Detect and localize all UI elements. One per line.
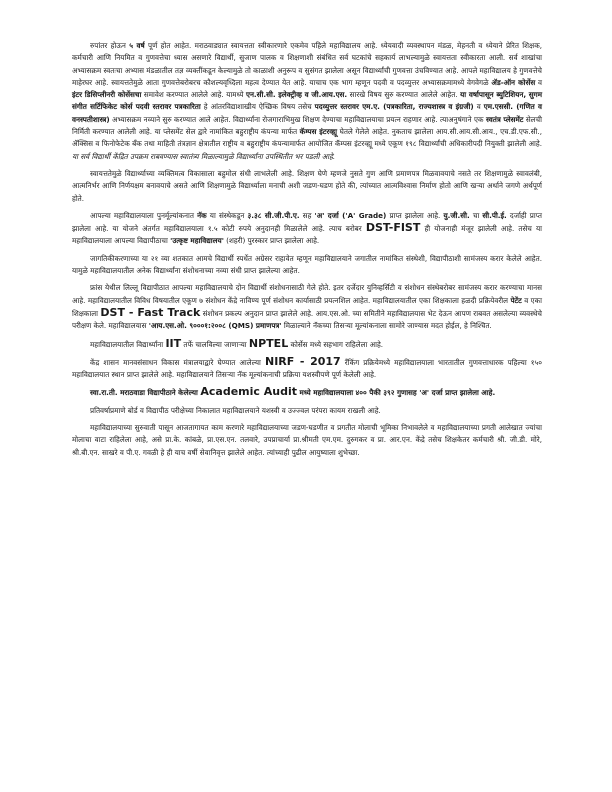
para-globalization bbox=[72, 253, 542, 278]
text-run: ५ वर्ष bbox=[129, 41, 145, 50]
text-run: महाविद्यालयातील विद्यार्थ्यांना bbox=[90, 339, 166, 349]
text-run: या संस्थेकडून bbox=[206, 210, 248, 220]
para-autonomy bbox=[72, 168, 542, 205]
para-research bbox=[72, 282, 542, 332]
text-run: या सर्व विद्यार्थी केंद्रित उपक्रम राबवण्यास स्वातंत्र्य मिळाल्यामुळे विद्यार्थ्यांना उपस्थितीत भर पडली आहे. bbox=[72, 151, 336, 161]
text-run: ही योजनाही मंजूर झालेली आहे. तसेच या महाविद्यालयाला आपल्या विद्यापीठाचा bbox=[72, 224, 542, 246]
text-run: कॅम्पस इंटरव्ह्यू bbox=[299, 127, 338, 137]
para-nirf bbox=[72, 356, 542, 382]
text-run: IIT bbox=[165, 336, 182, 350]
text-run: सह bbox=[299, 210, 315, 220]
para-nptel bbox=[72, 338, 542, 351]
text-run: ३.३८ सी.जी.पी.ए. bbox=[247, 210, 300, 220]
text-run: प्रतिवर्षाप्रमाणे बोर्ड व विद्यापीठ परीक्षेच्या निकालात महाविद्यालयाने यशस्वी व उज्ज्वल परंपरा कायम राखली आहे. bbox=[90, 405, 381, 415]
text-run: अभ्यासक्रम नव्याने सुरु करण्यात आले आहेत. विद्यार्थ्यांना रोजगाराभिमुख शिक्षण देण्याचा महाविद्यालयाचा प्रयत्न राहणार आहे. त्याअनुषंगाने एक bbox=[109, 114, 486, 124]
text-run: कोर्सेस मध्ये सहभाग राहिलेला आहे. bbox=[288, 339, 384, 349]
text-run: मिळाल्याने नॅकच्या तिसऱ्या मूल्यांकनाला सामोरे जाण्यास मदत होईल, हे निश्चित. bbox=[281, 321, 492, 331]
text-run: महाविद्यालयाच्या सुरुवाती पासून आजतागायत काम करणारे महाविद्यालयाच्या जडण-घडणीत व प्रगतीत मोलाची भूमिका निभावलेले व महाविद्यालयाच्या प्रगती आलेखात ज्यांचा मोलाचा वाटा राहिलेला आहे, असे प्रा.के. कांबळे, प्रा.एस.एन. तलवारे, उपप्राचार्या प्रा.श्रीमती एम.एम. दुरुगकर व प्रा. आर.एन. केंद्रे तसेच शिक्षकेतर कर्मचारी श्री. जी.डी. मोरे, श्री.बी.एन. साखरे व पी.ए. गवळी हे ही याच वर्षी सेवानिवृत्त झालेले आहेत. त्यांच्याही पुढील आयुष्याला शुभेच्छा. bbox=[72, 423, 542, 457]
text-run: हे आंतरविद्याशाखीय ऐच्छिक विषय तसेच bbox=[200, 102, 315, 112]
text-run: NIRF - 2017 bbox=[264, 354, 341, 368]
para-history bbox=[72, 40, 542, 163]
text-run: प्राप्त झालेला आहे. bbox=[386, 210, 444, 220]
para-audit bbox=[72, 386, 542, 399]
text-run: व एका शिक्षकाला bbox=[72, 295, 542, 318]
text-run: आपल्या महाविद्यालयाला पुनर्मूल्यांकनात bbox=[90, 210, 198, 220]
text-run: पेटेंट bbox=[510, 295, 522, 305]
text-run: यु.जी.सी. bbox=[443, 210, 470, 220]
text-run: DST - Fast Track bbox=[100, 305, 201, 319]
text-run: ॲड-ऑन कोर्सेस bbox=[491, 77, 536, 87]
text-run: चा bbox=[469, 210, 483, 220]
text-run: या वर्षापासून ब्युटिशियन, सुगम संगीत सर्टिफिकेट कोर्स पदवी स्तरावर पत्रकारिता bbox=[72, 90, 542, 112]
text-run: समावेश करण्यात आलेले आहे. यामध्ये bbox=[141, 90, 246, 100]
text-run: मध्ये महाविद्यालयाला ४०० पैकी ३९२ गुणासह 'अ' दर्जा प्राप्त झालेला आहे. bbox=[297, 388, 496, 398]
text-run: स्वतंत्र प्लेसमेंट bbox=[485, 114, 524, 124]
text-run: सी.पी.ई. bbox=[482, 210, 507, 220]
text-run: 'आय.एस.ओ. ९०००१:२००८ (QMS) प्रमाणपत्र' bbox=[148, 321, 282, 331]
para-tradition bbox=[72, 405, 542, 417]
text-run: DST-FIST bbox=[365, 221, 421, 235]
text-run: सारखे विषय सुरु करण्यात आलेले आहेत. bbox=[347, 90, 461, 100]
text-run: एम.एससी. (गणित व वनस्पतीशास्त्र) bbox=[72, 102, 542, 124]
text-run: व bbox=[473, 102, 484, 112]
text-run: Academic Audit bbox=[200, 385, 298, 399]
text-run: स्वा.रा.ती. मराठवाडा विद्यापीठाने केलेल्या bbox=[90, 388, 201, 398]
text-run: केंद्र शासन मानवसंसाधन विकास मंत्रालयाद्वारे घेण्यात आलेल्या bbox=[90, 357, 265, 367]
text-run: (शहरी) पुरस्कार प्राप्त झालेला आहे. bbox=[223, 236, 320, 246]
text-run: रुपांतर होऊन bbox=[90, 41, 130, 50]
text-run: नॅक bbox=[197, 210, 207, 220]
text-run: NPTEL bbox=[248, 336, 289, 350]
text-run: संशोधन प्रकल्प अनुदान प्राप्त झालेले आहे. आय.एस.ओ. च्या समितीने महाविद्यालयास भेट देऊन आपण राबवत असलेल्या व्यवस्थेचे परीक्षण केले. महाविद्यालयास bbox=[72, 308, 542, 331]
text-run: घेतले गेलेले आहेत. नुकताच झालेला आय.सी.आय.सी.आय., एच.डी.एफ.सी., ॲक्सिस व फिनोफेटेक बँक तथा माहिती तंत्रज्ञान क्षेत्रातील राष्ट्रीय व बहुराष्ट्रीय कंपन्यामार्फत आयोजित कॅम्पस इंटरव्ह्यू मध्ये एकूण १९८ विद्यार्थ्यांची अधिकारीपदी नियुक्ती झालेली आहे. bbox=[72, 127, 542, 149]
text-run: तर्फे चालविल्या जाणाऱ्या bbox=[181, 339, 249, 349]
text-run: 'अ' दर्जा ('A' Grade) bbox=[314, 210, 387, 220]
document-body bbox=[72, 40, 542, 464]
text-run: पूर्ण होत आहेत. मराठवाड्यात स्वायत्तता स्वीकारणारे एकमेव पहिले महाविद्यालय आहे. ध्येयवादी व्यवस्थापन मंडळ, मेहनती व ध्येयाने प्रेरित शिक्षक, कर्मचारी आणि नियमित व गुणवत्तेचा ध्यास असणारे विद्यार्थी, सुजाण पालक व शिक्षणाशी संबंधित सर्व घटकांचे सहकार्य लाभल्यामुळे स्वायत्तता स्वीकारता आली. सर्व शाखांचा अभ्यासक्रम स्वतःचा अभ्यास मंडळातील तज्ञ व्यक्तींकडून केल्यामुळे तो काळाशी अनुरूप व सुसंगत झालेला असून विद्यार्थ्यांची गुणवत्ता उंचविण्यात आहे. आपले महाविद्यालय हे गुणवत्तेचे माहेरघर आहे. स्वायत्ततेमुळे आता गुणवत्तेबरोबरच कौशल्यवृध्दिला महत्व देण्यात येत आहे. याचाच एक भाग म्हणून पदवी व पदव्युत्तर अभ्यासक्रमामध्ये वेगवेगळे bbox=[72, 41, 543, 87]
text-run: इंटर डिसिप्लीनरी कोर्सेसचा bbox=[72, 90, 142, 100]
text-run: जागतिकीकरणाच्या या २१ व्या शतकात आमचे विद्यार्थी स्पर्धेत अग्रेसर राहावेत म्हणून महाविद्यालयाने जगातील नामांकित संस्थेशी, विद्यापीठाशी सामंजस्य करार केलेले आहेत. यामुळे महाविद्यालयातील अनेक विद्यार्थ्यांना संशोधनाच्या नव्या संधी प्राप्त झालेल्या आहेत. bbox=[72, 253, 542, 276]
text-run: एन.सी.सी. इलेक्ट्रीव्ह व जी.आय.एस. bbox=[245, 90, 348, 100]
text-run: दर्जाही प्राप्त झालेला आहे. या योजने अंतर्गत महाविद्यालयाला १.५ कोटी रुपये अनुदानही मिळालेले आहे. त्याच बरोबर bbox=[72, 210, 543, 234]
text-run: 'उत्कृष्ट महाविद्यालय' bbox=[170, 236, 224, 246]
text-run: पदव्युत्तर स्तरावर एम.ए. (पत्रकारिता, राज्यशास्त्र व इंग्रजी) bbox=[314, 102, 474, 112]
para-naac bbox=[72, 210, 542, 248]
text-run: व bbox=[535, 77, 543, 87]
text-run: रँकिंग प्रक्रियेमध्ये महाविद्यालयाला भारतातील गुणवत्ताधारक पहिल्या १५० महाविद्यालयात स्थान प्राप्त झालेले आहे. महाविद्यालयाने तिसऱ्या नॅक मूल्यांकनाची प्रक्रिया यशस्वीपणे पूर्ण केलेली आहे. bbox=[72, 357, 542, 380]
text-run: स्वायत्ततेमुळे विद्यार्थ्याच्या व्यक्तिमत्व विकासाला बहुमोल संधी लाभलेली आहे. शिक्षण घेणे म्हणजे नुसते गुण आणि प्रमाणपत्र मिळवावयाचे नसते तर शिक्षणामुळे स्वावलंबी, आत्मनिर्भर आणि निर्णयक्षम बनावयाचे असते आणि शिक्षणामुळे विद्यार्थ्याला मनाची अशी जडण-घडण होते की, त्यांच्यात आत्मविश्वास निर्माण होतो आणि खऱ्या अर्थाने जगणे अर्थपूर्ण होते. bbox=[72, 168, 542, 203]
para-retirement bbox=[72, 422, 542, 459]
text-run: सेलची निर्मिती करण्यात आलेली आहे. या प्लेसमेंट सेल द्वारे नामांकित बहुराष्ट्रीय कंपन्या मार्फत bbox=[72, 114, 542, 137]
text-run: फ्रांस येथील लिल्लू विद्यापीठात आपल्या महाविद्यालयाचे दोन विद्यार्थी संशोधनासाठी गेले होते. इतर दर्जेदार युनिव्हर्सिटी व संशोधन संस्थेबरोबर सामंजस्य करार करण्याचा मानस आहे. महाविद्यालयातील विविध विषयातील एकूण ७ संशोधन केंद्रे नाविण्य पूर्ण संशोधन कार्यासाठी प्रयत्नशिल आहेत. महाविद्यालयातील एका शिक्षकाला हळदी प्रक्रियेवरील bbox=[72, 283, 542, 305]
